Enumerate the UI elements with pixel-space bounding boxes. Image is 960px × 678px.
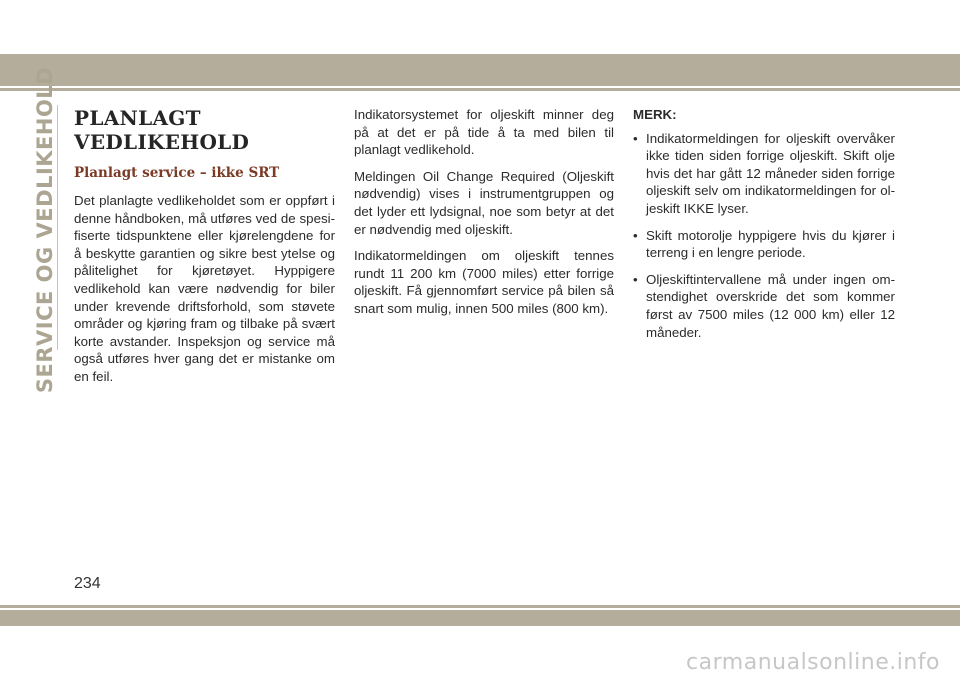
note-item: • Skift motorolje hyppigere hvis du kjører i terreng i en lengre periode. [633,227,895,262]
column-3 [633,106,895,350]
paragraph-indicator-system: Indikatorsystemet for oljeskift minner deg på at det er på tide å ta med bilen til planlagt vedlikehold. [354,107,614,158]
section-side-tab [30,66,60,394]
note-list [633,130,895,342]
page-heading: PLANLAGT VEDLIKEHOLD [74,106,250,154]
note-item: • Oljeskiftintervallene må under ingen omstendighet overskride det som kommer først av 7500 miles (12 000 km) eller 12 måneder. [633,271,895,341]
column-1 [74,106,335,395]
footer-rule [0,605,960,608]
section-side-tab-label: SERVICE OG VEDLIKEHOLD [33,66,58,394]
paragraph-maintenance: Det planlagte vedlikeholdet som er oppført i denne håndboken, må utføres ved de spesifiserte tidspunktene eller kjørelengdene for å beskytte garantien og sikre best ytelse og pålitelighet for kjøretøyet. Hyppigere vedlikehold kan være nødvendig for biler under krevende driftsforhold, som støvete områder og kjøring fram og tilbake på svært korte avstander. Inspeksjon og service må også utføres hver gang det er mistanke om en feil. [74,193,335,384]
paragraph-oil-change-message: Meldingen Oil Change Required (Oljeskift nødvendig) vises i instrumentgruppen og det lyder ett lydsignal, noe som betyr at det er nødvendig med oljeskift. [354,168,614,237]
watermark-text: carmanualsonline.info [686,650,940,675]
note-label: MERK: [633,107,677,122]
paragraph-indicator-interval: Indikatormeldingen om oljeskift tennes rundt 11 200 km (7000 miles) etter forrige oljeskift. Få gjennomført service på bilen så snart som mulig, innen 500 miles (800 km). [354,248,614,316]
column-2 [354,106,614,327]
section-subheading: Planlagt service – ikke SRT [74,165,280,181]
page-number: 234 [74,575,101,592]
header-rule [0,88,960,91]
side-tab-rule [57,105,58,350]
note-item: • Indikatormeldingen for oljeskift overvåker ikke tiden siden forrige oljeskift. Skift olje hvis det har gått 12 måneder siden forrige oljeskift selv om indikatormeldingen for oljeskift IKKE lyser. [633,130,895,218]
header-band [0,54,960,86]
footer-band [0,610,960,626]
